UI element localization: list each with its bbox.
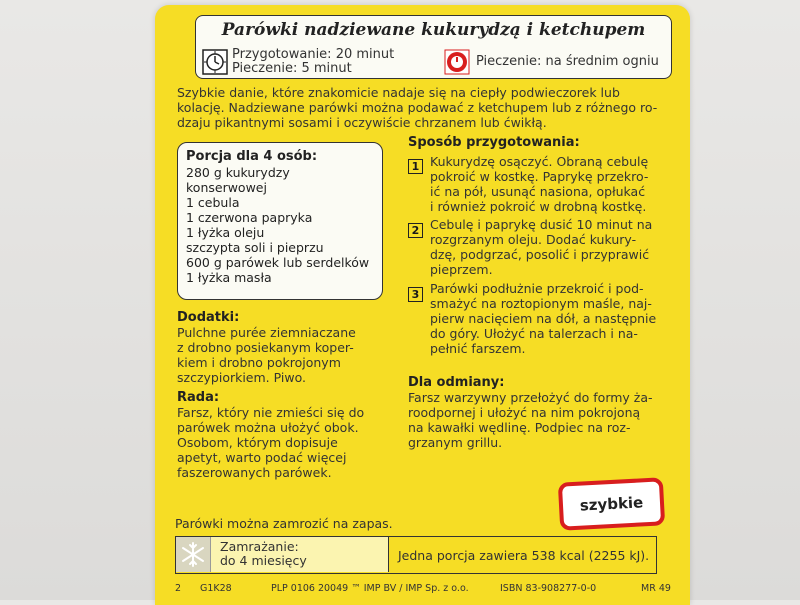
bake-heat: Pieczenie: na średnim ogniu bbox=[476, 54, 659, 69]
bake-time: Pieczenie: 5 minut bbox=[232, 61, 352, 76]
ingredient: 600 g parówek lub serdelków bbox=[186, 255, 370, 270]
ingredient: 1 cebula bbox=[186, 195, 240, 210]
text-line: apetyt, warto podać więcej bbox=[177, 450, 347, 465]
intro-line: dzaju pikantnymi sosami i oczywiście chrzanem lub ćwikłą. bbox=[177, 115, 547, 130]
ingredient: 280 g kukurydzy bbox=[186, 165, 290, 180]
text-line: kiem i drobno pokrojonym bbox=[177, 355, 341, 370]
text-line: rozgrzanym oleju. Dodać kukury- bbox=[430, 232, 637, 247]
text-line: i również pokroić w drobną kostkę. bbox=[430, 199, 647, 214]
text-line: Farsz, który nie zmieści się do bbox=[177, 405, 365, 420]
text-line: dzę, podgrzać, posolić i przyprawić bbox=[430, 247, 650, 262]
text-line: Osobom, którym dopisuje bbox=[177, 435, 338, 450]
text-line: na kawałki wędlinę. Podpiec na roz- bbox=[408, 420, 631, 435]
recipe-card bbox=[155, 5, 690, 605]
tip-text bbox=[177, 405, 364, 480]
portion-box bbox=[177, 142, 383, 300]
text-line: z drobno posiekanym koper- bbox=[177, 340, 354, 355]
text-line: smażyć na roztopionym maśle, naj- bbox=[430, 296, 652, 311]
step-number: 2 bbox=[408, 223, 423, 238]
variation-text bbox=[408, 390, 668, 450]
text-line: grzanym grillu. bbox=[408, 435, 503, 450]
snowflake-cell bbox=[176, 537, 211, 572]
prep-time: Przygotowanie: 20 minut bbox=[232, 47, 395, 62]
text-line: Pulchne purée ziemniaczane bbox=[177, 325, 356, 340]
freeze-note: Parówki można zamrozić na zapas. bbox=[175, 516, 393, 531]
text-line: Kukurydzę osączyć. Obraną cebulę bbox=[430, 154, 649, 169]
step-number: 1 bbox=[408, 159, 423, 174]
text-line: roodpornej i ułożyć na nim pokrojoną bbox=[408, 405, 641, 420]
intro-line: kolację. Nadziewane parówki można podawać z ketchupem lub z różnego ro- bbox=[177, 100, 658, 115]
intro-text bbox=[177, 85, 677, 130]
text-line: parówek można ułożyć obok. bbox=[177, 420, 359, 435]
text-line: Cebulę i paprykę dusić 10 minut na bbox=[430, 217, 653, 232]
variation-heading: Dla odmiany: bbox=[408, 375, 505, 390]
text-line: do 4 miesięcy bbox=[220, 553, 307, 568]
quick-badge: szybkie bbox=[558, 477, 665, 530]
ingredient: 1 łyżka oleju bbox=[186, 225, 265, 240]
text-line: pieprzem. bbox=[430, 262, 493, 277]
time-info bbox=[232, 48, 394, 76]
footer-isbn: ISBN 83-908277-0-0 bbox=[500, 583, 597, 594]
text-line: Parówki podłużnie przekroić i pod- bbox=[430, 281, 644, 296]
text-line: pokroić w kostkę. Paprykę przekro- bbox=[430, 169, 649, 184]
text-line: pełnić farszem. bbox=[430, 341, 526, 356]
ingredient: 1 łyżka masła bbox=[186, 270, 272, 285]
portion-heading: Porcja dla 4 osób: bbox=[186, 149, 318, 164]
clock-icon bbox=[202, 49, 228, 75]
tip-heading: Rada: bbox=[177, 390, 220, 405]
freeze-cell bbox=[176, 537, 389, 572]
step-number: 3 bbox=[408, 287, 423, 302]
text-line: Zamrażanie: bbox=[220, 539, 299, 554]
ingredient: szczypta soli i pieprzu bbox=[186, 240, 324, 255]
calorie-info: Jedna porcja zawiera 538 kcal (2255 kJ). bbox=[398, 548, 650, 563]
intro-line: Szybkie danie, które znakomicie nadaje się na ciepły podwieczorek lub bbox=[177, 85, 620, 100]
method-heading: Sposób przygotowania: bbox=[408, 135, 580, 150]
text-line: szczypiorkiem. Piwo. bbox=[177, 370, 306, 385]
ingredient: 1 czerwona papryka bbox=[186, 210, 313, 225]
recipe-title: Parówki nadziewane kukurydzą i ketchupem bbox=[221, 20, 646, 40]
footer-mr: MR 49 bbox=[641, 583, 671, 594]
extras-heading: Dodatki: bbox=[177, 310, 240, 325]
step-text bbox=[430, 281, 680, 356]
timer-icon bbox=[444, 49, 470, 75]
step-text bbox=[430, 217, 680, 277]
text-line: do góry. Ułożyć na talerzach i na- bbox=[430, 326, 638, 341]
title-box bbox=[195, 15, 672, 79]
footer-publisher: PLP 0106 20049 ™ IMP BV / IMP Sp. z o.o. bbox=[271, 583, 469, 594]
info-box bbox=[175, 536, 657, 574]
text-line: ić na pół, usunąć nasiona, opłukać bbox=[430, 184, 646, 199]
text-line: pierw nacięciem na dół, a następnie bbox=[430, 311, 657, 326]
text-line: faszerowanych parówek. bbox=[177, 465, 332, 480]
ingredient: konserwowej bbox=[186, 180, 267, 195]
footer-code: G1K28 bbox=[200, 583, 232, 594]
footer-page: 2 bbox=[175, 583, 182, 594]
step-text bbox=[430, 154, 680, 214]
freeze-label bbox=[220, 540, 307, 568]
text-line: Farsz warzywny przełożyć do formy ża- bbox=[408, 390, 653, 405]
extras-text bbox=[177, 325, 356, 385]
snowflake-icon bbox=[176, 537, 210, 572]
